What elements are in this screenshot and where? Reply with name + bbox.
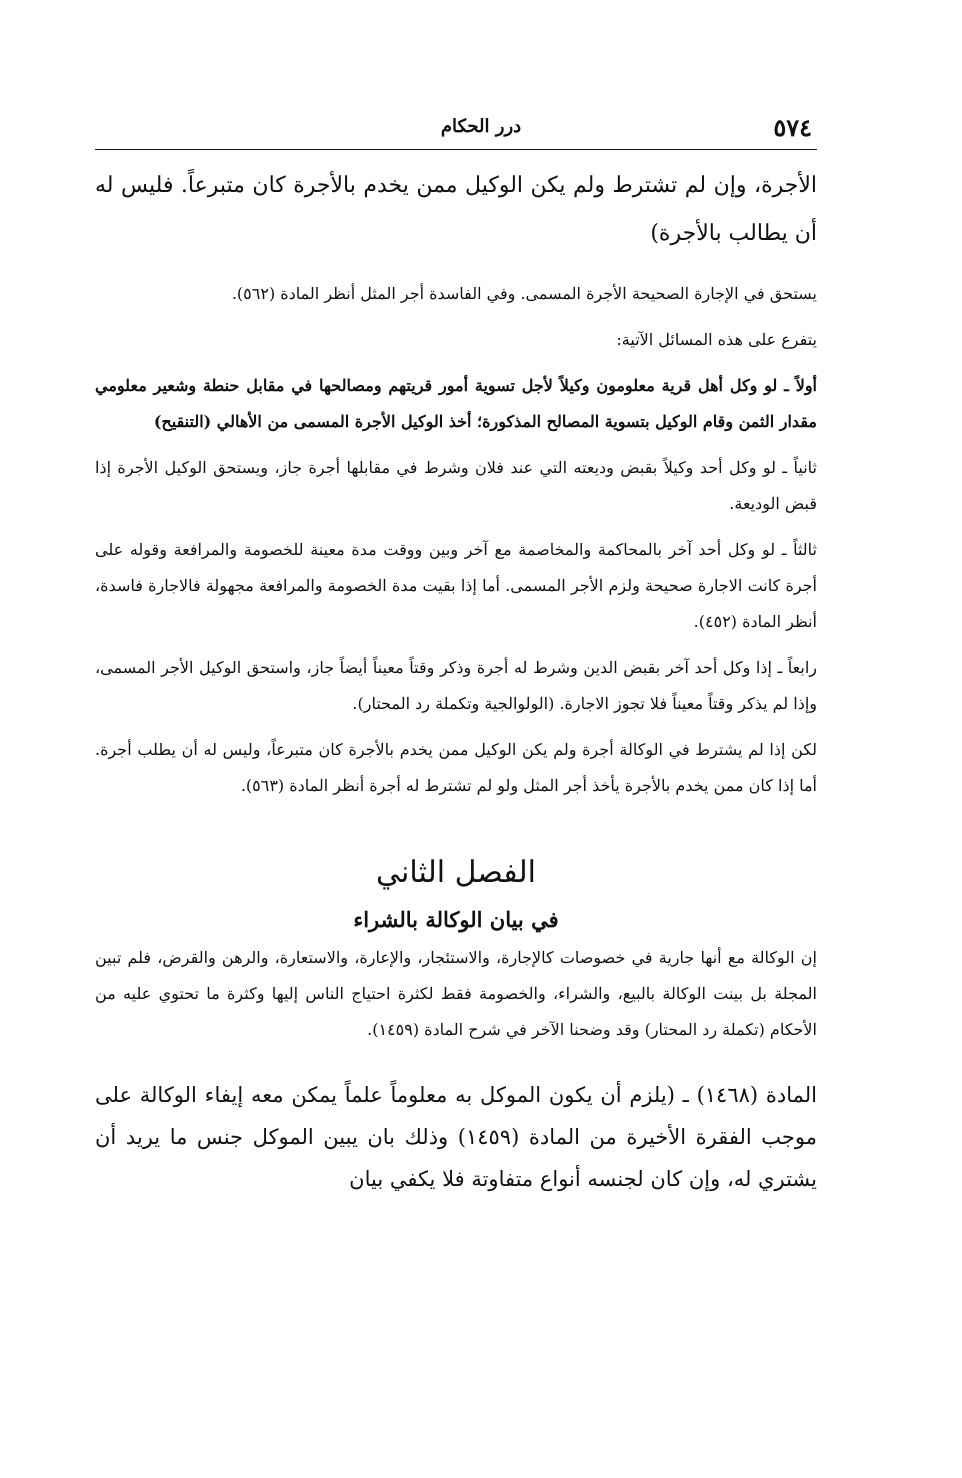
page-number: ٥٧٤ xyxy=(773,113,812,142)
running-title: درر الحكام xyxy=(440,116,522,137)
paragraph: يستحق في الإجارة الصحيحة الأجرة المسمى. وفي الفاسدة أجر المثل أنظر المادة (٥٦٢). xyxy=(231,284,817,303)
paragraph-fourth-case: رابعاً ـ إذا وكل أحد آخر بقبض الدين وشرط له أجرة وذكر وقتاً معيناً أيضاً جاز، واستحق الوكيل الأجر المسمى، وإذا لم يذكر وقتاً معيناً فلا تجوز الاجارة. (الولوالجية وتكملة رد المحتار). xyxy=(95,658,818,713)
chapter-subtitle: في بيان الوكالة بالشراء xyxy=(353,907,559,932)
chapter-intro: إن الوكالة مع أنها جارية في خصوصات كالإجارة، والاستئجار، والإعارة، والاستعارة، والرهن والقرض، فلم تبين المجلة بل بينت الوكالة بالبيع، والشراء، والخصومة فقط لكثرة احتياج الناس إليها وكثرة ما تحتوي عليه من الأحكام (تكملة رد المحتار) وقد وضحنا الآخر في شرح المادة (١٤٥٩). xyxy=(95,948,817,1039)
paragraph: يتفرع على هذه المسائل الآتية: xyxy=(616,330,817,349)
paragraph-first-case: أولاً ـ لو وكل أهل قرية معلومون وكيلاً لأجل تسوية أمور قريتهم ومصالحها في مقابل حنطة وشعير معلومي مقدار الثمن وقام الوكيل بتسوية المصالح المذكورة؛ أخذ الوكيل الأجرة المسمى من الأهالي (التنقيح) xyxy=(95,376,817,431)
article-text: المادة (١٤٦٨) ـ (يلزم أن يكون الموكل به معلوماً علماً يمكن معه إيفاء الوكالة على موجب الفقرة الأخيرة من المادة (١٤٥٩) وذلك بان يبين الموكل جنس ما يريد أن يشتري له، وإن كان لجنسه أنواع متفاوتة فلا يكفي بيان xyxy=(95,1083,817,1191)
lead-paragraph: الأجرة، وإن لم تشترط ولم يكن الوكيل ممن يخدم بالأجرة كان متبرعاً. فليس له أن يطالب بالأجرة) xyxy=(95,173,817,246)
paragraph: لكن إذا لم يشترط في الوكالة أجرة ولم يكن الوكيل ممن يخدم بالأجرة كان متبرعاً، وليس له أن يطلب أجرة. أما إذا كان ممن يخدم بالأجرة يأخذ أجر المثل ولو لم تشترط له أجرة أنظر المادة (٥٦٣). xyxy=(95,740,818,795)
paragraph-third-case: ثالثاً ـ لو وكل أحد آخر بالمحاكمة والمخاصمة مع آخر وبين ووقت مدة معينة للخصومة والمرافعة وقوله على أجرة كانت الاجارة صحيحة ولزم الأجر المسمى. أما إذا بقيت مدة الخصومة والمرافعة مجهولة فالاجارة فاسدة، أنظر المادة (٤٥٢). xyxy=(95,540,817,631)
paragraph-second-case: ثانياً ـ لو وكل أحد وكيلاً بقبض وديعته التي عند فلان وشرط في مقابلها أجرة جاز، ويستحق الوكيل الأجرة إذا قبض الوديعة. xyxy=(95,458,817,513)
body-column xyxy=(95,162,817,1200)
chapter-title: الفصل الثاني xyxy=(376,855,536,890)
header-rule xyxy=(95,149,817,150)
